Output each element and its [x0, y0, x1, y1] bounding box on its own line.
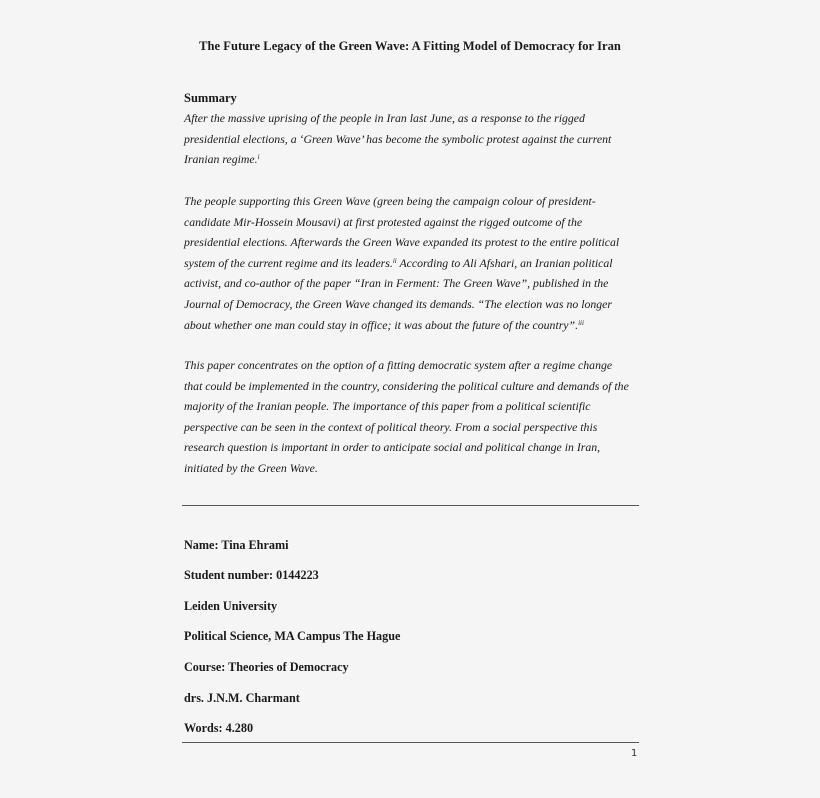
word-count: Words: 4.280 — [184, 721, 254, 735]
paragraph-line: that could be implemented in the country, considering the political culture and demands of the — [184, 378, 629, 393]
document-title: The Future Legacy of the Green Wave: A Fitting Model of Democracy for Iran — [199, 39, 621, 53]
summary-paragraph-3 — [184, 355, 644, 479]
footer-divider-line — [182, 742, 639, 743]
paragraph-line: presidential elections. Afterwards the Green Wave expanded its protest to the entire political — [184, 235, 620, 250]
paragraph-line — [184, 149, 644, 170]
supervisor: drs. J.N.M. Charmant — [184, 691, 300, 705]
footnote-marker: i — [257, 153, 260, 162]
divider-line — [182, 505, 639, 506]
paragraph-line: Journal of Democracy, the Green Wave changed its demands. “The election was no longer — [184, 296, 612, 311]
paragraph-line — [184, 253, 644, 274]
student-number: Student number: 0144223 — [184, 568, 319, 582]
paragraph-line: initiated by the Green Wave. — [184, 460, 318, 475]
paragraph-line: The people supporting this Green Wave (green being the campaign colour of president- — [184, 194, 596, 208]
course: Course: Theories of Democracy — [184, 660, 349, 674]
summary-paragraph-1 — [184, 108, 644, 170]
paragraph-text: system of the current regime and its leaders. — [184, 255, 393, 270]
footnote-marker: ii — [392, 256, 397, 265]
footnote-marker: iii — [578, 318, 584, 327]
summary-paragraph-2 — [184, 191, 644, 335]
paragraph-text: According to Ali Afshari, an Iranian political — [396, 255, 613, 270]
author-name: Name: Tina Ehrami — [184, 538, 289, 552]
paragraph-line: presidential elections, a ‘Green Wave’ has become the symbolic protest against the current — [184, 131, 612, 146]
paragraph-line: After the massive uprising of the people in Iran last June, as a response to the rigged — [184, 111, 585, 125]
paragraph-line: activist, and co-author of the paper “Iran in Ferment: The Green Wave”, published in the — [184, 276, 609, 291]
paragraph-line — [184, 315, 644, 336]
programme: Political Science, MA Campus The Hague — [184, 629, 401, 643]
page-number: 1 — [631, 748, 638, 759]
paragraph-line: This paper concentrates on the option of a fitting democratic system after a regime change — [184, 358, 613, 372]
paragraph-text: Iranian regime. — [184, 152, 258, 167]
paragraph-line: candidate Mir-Hossein Mousavi) at first protested against the rigged outcome of the — [184, 214, 583, 229]
university: Leiden University — [184, 599, 278, 613]
paragraph-line: perspective can be seen in the context of political theory. From a social perspective this — [184, 419, 598, 434]
paragraph-line: majority of the Iranian people. The importance of this paper from a political scientific — [184, 399, 591, 414]
paragraph-text: about whether one man could stay in office; it was about the future of the country”. — [184, 317, 579, 332]
paragraph-line: research question is important in order to anticipate social and political change in Iran, — [184, 440, 601, 455]
summary-heading: Summary — [184, 91, 237, 105]
